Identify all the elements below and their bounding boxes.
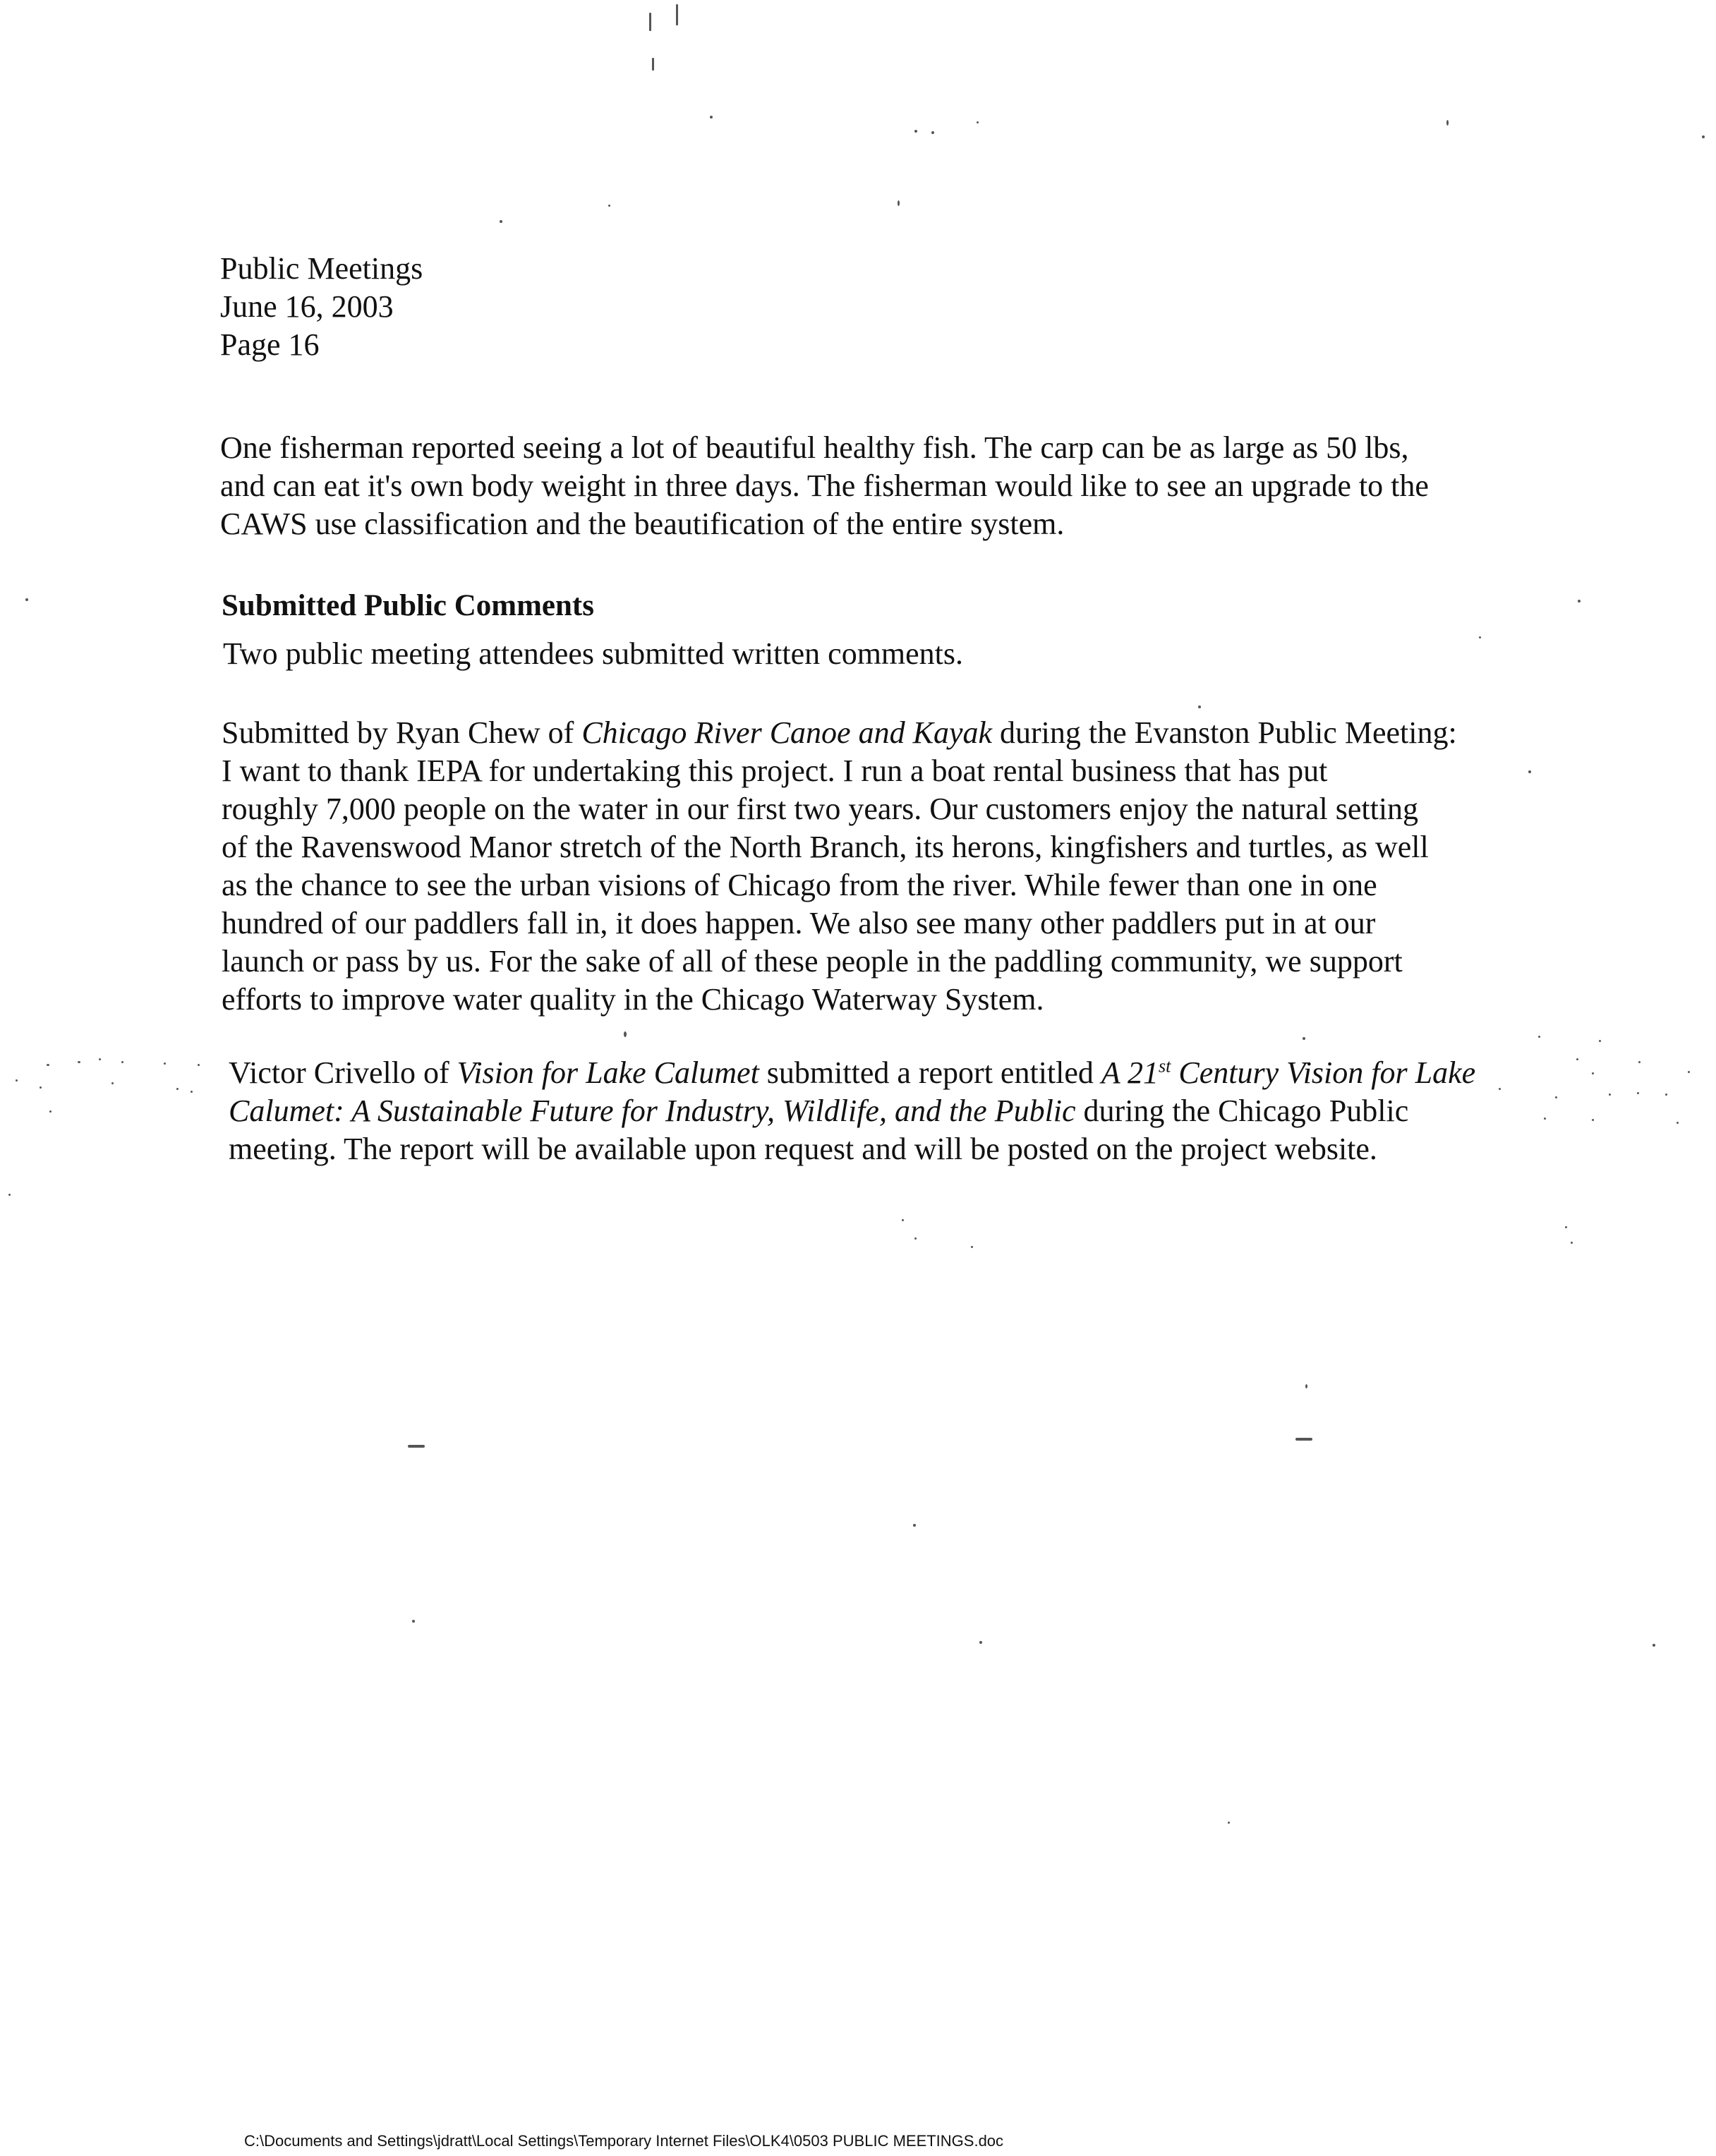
scan-speck [1652, 1644, 1655, 1647]
scan-speck [47, 1064, 49, 1066]
paragraph-line: CAWS use classification and the beautification of the entire system. [220, 507, 1065, 541]
attribution-text: submitted a report entitled [759, 1055, 1101, 1090]
comment-line: as the chance to see the urban visions of Chicago from the river. While fewer than one in one [222, 868, 1377, 902]
scan-speck [1446, 120, 1449, 126]
comment-attribution-line [222, 714, 1534, 752]
scan-speck [649, 13, 651, 31]
comment-ryan-chew [222, 714, 1534, 1019]
scan-speck [913, 1524, 916, 1527]
scan-speck [1555, 1096, 1557, 1098]
scan-speck [1303, 1037, 1305, 1040]
scan-speck [176, 1088, 179, 1090]
scan-speck [652, 58, 654, 71]
scan-speck [898, 200, 900, 206]
scan-speck [608, 205, 610, 207]
scan-speck [78, 1061, 80, 1063]
scan-speck [191, 1091, 193, 1093]
scan-speck [1592, 1119, 1594, 1121]
section-intro: Two public meeting attendees submitted written comments. [223, 636, 964, 671]
scan-speck [971, 1246, 973, 1248]
scan-speck [1688, 1071, 1690, 1073]
scan-speck [49, 1110, 52, 1113]
scan-speck [412, 1620, 415, 1623]
comment-line: hundred of our paddlers fall in, it does happen. We also see many other paddlers put in at our [222, 906, 1376, 940]
scan-speck [914, 1237, 917, 1240]
paragraph-line: One fisherman reported seeing a lot of beautiful healthy fish. The carp can be as large as 50 lbs, [220, 430, 1409, 465]
comment-line: of the Ravenswood Manor stretch of the North Branch, its herons, kingfishers and turtles, as well [222, 830, 1429, 864]
scan-speck [1592, 1072, 1594, 1074]
scan-speck [931, 131, 934, 134]
scan-speck [25, 598, 28, 601]
scan-speck [1638, 1061, 1641, 1063]
comment-line: efforts to improve water quality in the Chicago Waterway System. [222, 982, 1044, 1017]
scan-speck [624, 1031, 627, 1037]
scan-speck [408, 1445, 425, 1448]
scan-speck [1571, 1242, 1573, 1244]
scan-speck [111, 1082, 114, 1084]
ordinal-suffix: st [1159, 1055, 1171, 1077]
attribution-text: Submitted by Ryan Chew of [222, 715, 582, 750]
scan-speck [121, 1061, 123, 1063]
paragraph-line: and can eat it's own body weight in three days. The fisherman would like to see an upgrade to the [220, 468, 1429, 503]
footer-file-path: C:\Documents and Settings\jdratt\Local Settings\Temporary Internet Files\OLK4\0503 PUBLIC MEETINGS.doc [244, 2132, 1004, 2150]
header-page-number: Page 16 [220, 327, 320, 362]
scan-speck [1637, 1092, 1639, 1094]
scan-speck [500, 220, 502, 223]
scan-speck [40, 1086, 42, 1089]
scan-speck [1198, 705, 1201, 708]
section-heading: Submitted Public Comments [222, 589, 594, 622]
scan-speck [1702, 135, 1705, 138]
scan-speck [99, 1058, 101, 1060]
comment-victor-crivello [229, 1054, 1541, 1168]
scan-speck [676, 4, 678, 25]
comment-line: roughly 7,000 people on the water in our first two years. Our customers enjoy the natural setting [222, 792, 1419, 826]
comment-text: during the Chicago Public [1075, 1094, 1409, 1128]
comment-line: I want to thank IEPA for undertaking this project. I run a boat rental business that has put [222, 753, 1328, 788]
report-title-part: A 21 [1101, 1055, 1159, 1090]
scan-speck [902, 1219, 904, 1221]
scan-speck [1665, 1094, 1667, 1096]
scan-speck [1544, 1118, 1546, 1120]
paragraph-fisherman [220, 429, 1533, 543]
attribution-text: during the Evanston Public Meeting: [992, 715, 1457, 750]
report-title-part: Century Vision for Lake [1171, 1055, 1476, 1090]
organization-name: Vision for Lake Calumet [457, 1055, 759, 1090]
report-title [1101, 1055, 1475, 1090]
page-header [220, 250, 423, 364]
scan-speck [1479, 636, 1481, 638]
scan-speck [710, 116, 713, 119]
comment-line [229, 1054, 1541, 1092]
scan-speck [977, 121, 979, 123]
scan-speck [1576, 1058, 1578, 1060]
scan-speck [979, 1641, 982, 1644]
scan-speck [198, 1064, 200, 1066]
scan-speck [914, 130, 917, 133]
scan-speck [1609, 1094, 1611, 1096]
scan-speck [1305, 1384, 1307, 1388]
attribution-text: Victor Crivello of [229, 1055, 457, 1090]
scan-speck [16, 1079, 18, 1082]
scan-speck [1599, 1040, 1601, 1042]
header-date: June 16, 2003 [220, 289, 394, 324]
scan-speck [1295, 1438, 1312, 1441]
scan-speck [1565, 1226, 1567, 1228]
organization-name: Chicago River Canoe and Kayak [581, 715, 992, 750]
scan-speck [1676, 1122, 1679, 1124]
scan-speck [164, 1062, 166, 1065]
scan-speck [1538, 1036, 1540, 1038]
report-title-part: Calumet: A Sustainable Future for Industry, Wildlife, and the Public [229, 1094, 1076, 1128]
header-title: Public Meetings [220, 251, 423, 286]
comment-line [229, 1092, 1541, 1130]
scan-speck [1228, 1822, 1230, 1824]
scan-speck [8, 1194, 11, 1196]
comment-line: launch or pass by us. For the sake of all of these people in the paddling community, we support [222, 944, 1403, 979]
scan-speck [1578, 600, 1581, 602]
comment-line: meeting. The report will be available upon request and will be posted on the project website. [229, 1132, 1377, 1166]
